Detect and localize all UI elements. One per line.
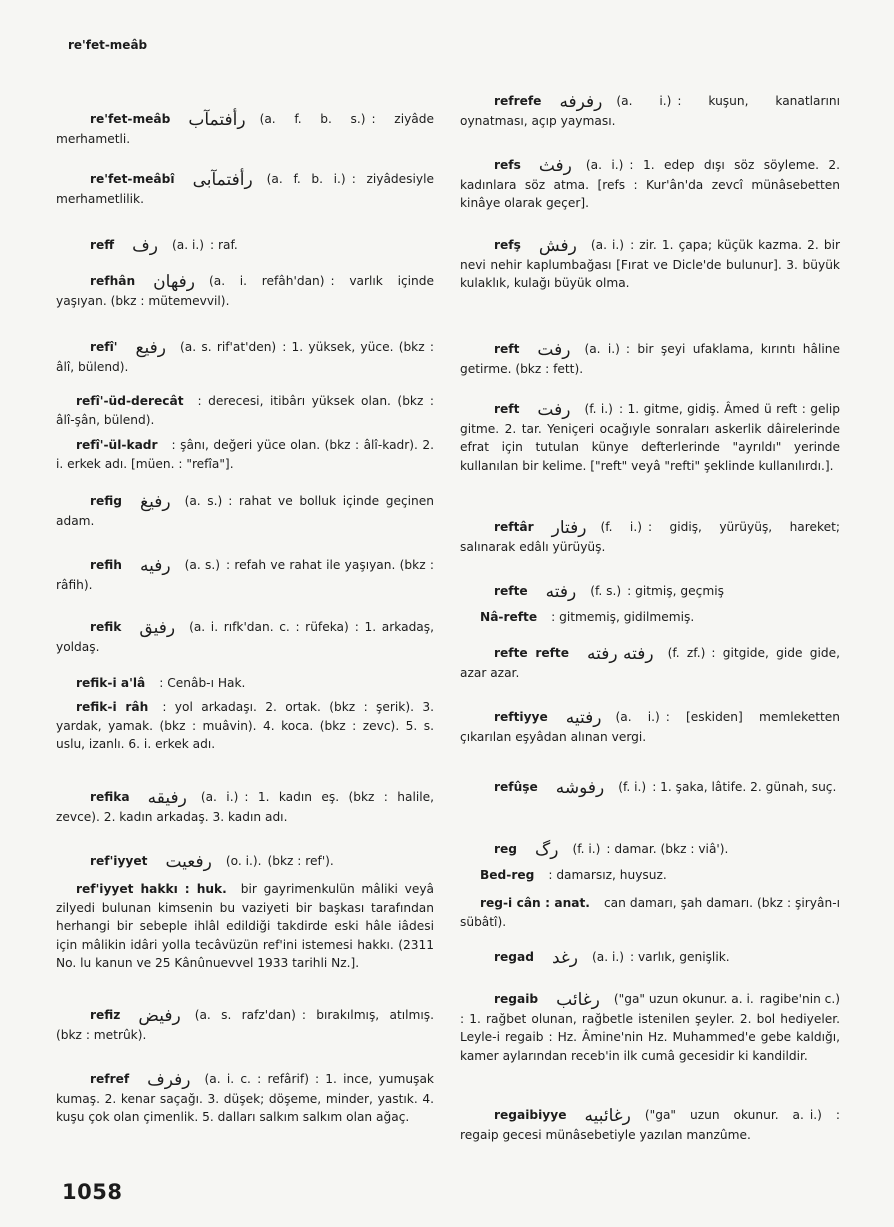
grammar-tag: (a. i.) (200, 790, 239, 804)
definition: : varlık, genişlik. (629, 950, 730, 964)
headword: reg (494, 842, 518, 856)
arabic-script: رفيغ (140, 492, 171, 512)
arabic-script: رغائبيه (584, 1106, 631, 1126)
headword: refî'-üd-derecât (76, 394, 184, 408)
definition: : damar. (bkz : viâ'). (606, 842, 729, 856)
headword: regad (494, 950, 534, 964)
headword: refika (90, 790, 130, 804)
headword: reft (494, 342, 520, 356)
headword: refik-i râh (76, 700, 149, 714)
dictionary-entry (460, 990, 840, 1065)
headword: refî'-ül-kadr (76, 438, 158, 452)
dictionary-subentry (56, 698, 434, 754)
definition: can damarı, şah damarı. (bkz : şiryân-ı sübâtî). (460, 896, 840, 929)
dictionary-entry (56, 272, 434, 310)
definition: : raf. (210, 238, 238, 252)
dictionary-subentry (56, 880, 434, 973)
grammar-tag: (a. i.) (590, 238, 625, 252)
headword: regaibiyye (494, 1108, 567, 1122)
grammar-tag: (a. i. rıfk'dan. c. : rüfeka) (189, 620, 349, 634)
grammar-tag: (a. s. rif'at'den) (180, 340, 277, 354)
running-header: re'fet-meâb (68, 38, 148, 52)
arabic-script: رفيض (138, 1006, 181, 1026)
definition: : bir şeyi ufaklama, kırıntı hâline getirme. (bkz : fett). (460, 342, 840, 376)
arabic-script: رغائب (556, 990, 600, 1010)
definition: : 1. edep dışı söz söyleme. 2. kadınlara söz atma. [refs : Kur'ân'da zevcî münâsebetten kinâye olarak geçer]. (460, 158, 840, 210)
grammar-tag: (o. i.). (225, 854, 262, 868)
grammar-tag: ("ga" uzun okunur. a. (644, 1108, 804, 1122)
grammar-tag: (f. s.) (590, 584, 622, 598)
arabic-script: رفيقه (147, 788, 187, 808)
dictionary-entry (460, 840, 840, 860)
dictionary-entry (56, 170, 434, 208)
definition: : derecesi, itibârı yüksek olan. (bkz : âlî-şân, bülend). (56, 394, 434, 427)
grammar-tag: (a. i.) (172, 238, 204, 252)
headword: ref'iyyet hakkı : huk. (76, 882, 227, 896)
headword: ref'iyyet (90, 854, 148, 868)
definition: : 1. gitme, gidiş. Âmed ü reft : gelip gitme. 2. tar. Yeniçeri ocağıyle sonraları askerlik dâirelerinde efrat için tutulan künye defterlerinde "ayrıldı" yerinde kullanılan bir kelime. ["reft" veyâ "refti" şeklinde kullanılırdı.]. (460, 402, 841, 473)
dictionary-entry (56, 556, 434, 594)
headword: refhân (90, 274, 136, 288)
dictionary-entry (56, 1070, 434, 1127)
grammar-tag: (f. i.) (618, 780, 647, 794)
dictionary-entry (56, 492, 434, 530)
grammar-tag: (a. i. refâh'dan) (209, 274, 325, 288)
grammar-tag: (a. i.) (591, 950, 624, 964)
dictionary-entry (56, 852, 434, 872)
grammar-tag: ("ga" uzun okunur. a. i. (613, 992, 754, 1006)
definition: : gitgide, gide gide, azar azar. (460, 646, 840, 680)
grammar-tag: (a. i. c. : refârif) (204, 1072, 309, 1086)
grammar-tag: (f. i.) (600, 520, 642, 534)
dictionary-entry (460, 156, 840, 213)
dictionary-entry (460, 1106, 840, 1144)
arabic-script: رفرفه (559, 92, 603, 112)
dictionary-entry (460, 92, 840, 130)
dictionary-entry (460, 778, 840, 798)
dictionary-subentry (460, 608, 840, 627)
definition: : yol arkadaşı. 2. ortak. (bkz : şerik). 3. yardak, yamak. (bkz : muâvin). 4. koca. (bkz : zevc). 5. s. uslu, izanlı. 6. i. erkek adı. (56, 700, 434, 751)
dictionary-entry (56, 338, 434, 376)
definition: : [eskiden] memleketten çıkarılan eşyâdan alınan vergi. (460, 710, 840, 744)
dictionary-entry (56, 618, 434, 656)
arabic-script: رفته (545, 582, 577, 602)
arabic-script: رفيه (140, 556, 171, 576)
headword: reftiyye (494, 710, 548, 724)
headword: reft (494, 402, 520, 416)
definition: : zir. 1. çapa; küçük kazma. 2. bir nevi nehir kaplumbağası [Fırat ve Dicle'de bulunur]. 3. büyük kulaklık, kulağı büyük olma. (460, 238, 840, 290)
headword: refik-i a'lâ (76, 676, 146, 690)
dictionary-entry (460, 400, 840, 475)
grammar-tag: (a. i.) (585, 158, 624, 172)
arabic-script: رفث (538, 156, 572, 176)
dictionary-subentry (460, 866, 840, 885)
definition: : şânı, değeri yüce olan. (bkz : âlî-kadr). 2. i. erkek adı. [müen. : "refîa"]. (56, 438, 434, 471)
headword: reff (90, 238, 115, 252)
headword: Nâ-refte (480, 610, 538, 624)
page-number: 1058 (62, 1180, 123, 1204)
headword: reftâr (494, 520, 534, 534)
grammar-tag: (f. i.) (584, 402, 613, 416)
definition: bir gayrimenkulün mâliki veyâ zilyedi bulunan kimsenin bu vaziyeti bir başkası tarafından herhangi bir sebeple ihlâl edildiği takdirde eski hâle iâdesi için mâlikin idâri yolla tecâvüzün ref'ini istemesi hakkı. (2311 No. lu kanun ve 25 Kânûnuevvel 1933 tarihli Nz.]. (56, 882, 434, 970)
grammar-tag: (a. i.) (584, 342, 620, 356)
definition: (bkz : ref'). (267, 854, 334, 868)
definition: : 1. arkadaş, yoldaş. (56, 620, 435, 654)
dictionary-entry (56, 110, 434, 148)
grammar-tag: (f. zf.) (667, 646, 706, 660)
arabic-script: رأفتمآبى (192, 170, 253, 190)
definition: : 1. yüksek, yüce. (bkz : âlî, bülend). (56, 340, 434, 374)
definition: : 1. ince, yumuşak kumaş. 2. kenar saçağı. 3. düşek; döşeme, minder, yastık. 4. kuşu çok olan çimenlik. 5. dalları salkım salkım olan ağaç. (56, 1072, 434, 1124)
dictionary-entry (460, 708, 840, 746)
grammar-tag: (a. i.) (615, 710, 660, 724)
definition: : gitmiş, geçmiş (627, 584, 724, 598)
grammar-tag: (f. i.) (572, 842, 601, 856)
dictionary-entry (460, 236, 840, 293)
definition: : damarsız, huysuz. (548, 868, 667, 882)
dictionary-entry (56, 788, 434, 826)
arabic-script: رفهان (153, 272, 195, 292)
headword: refref (90, 1072, 130, 1086)
definition: : bırakılmış, atılmış. (bkz : metrûk). (56, 1008, 434, 1042)
headword: refrefe (494, 94, 542, 108)
definition: ragibe'nin c.) : 1. rağbet olunan, rağbetle istenilen şeyler. 2. bol hediyeler. Leyle-i regaib : Hz. Âmine'nin Hz. Muhammed'e gebe kaldığı, kamer aylarından receb'in ilk cumâ gecesidir ki kandildir. (460, 992, 841, 1063)
grammar-tag: (a. f. b. i.) (266, 172, 346, 186)
grammar-tag: (a. s.) (184, 494, 223, 508)
headword: refûşe (494, 780, 538, 794)
arabic-script: رگ (535, 840, 559, 860)
arabic-script: رغد (551, 948, 578, 968)
arabic-script: رفت (537, 400, 571, 420)
headword: refte (494, 584, 528, 598)
definition: : varlık içinde yaşıyan. (bkz : mütemevvil). (56, 274, 434, 308)
definition: : Cenâb-ı Hak. (159, 676, 246, 690)
grammar-tag: (a. s.) (184, 558, 220, 572)
headword: re'fet-meâbî (90, 172, 175, 186)
arabic-script: رفعيت (165, 852, 212, 872)
arabic-script: رفتار (551, 518, 587, 538)
arabic-script: رفيع (135, 338, 167, 358)
arabic-script: رفتيه (565, 708, 602, 728)
arabic-script: رأفتمآب (188, 110, 246, 130)
arabic-script: رف (132, 236, 158, 256)
definition: : refah ve rahat ile yaşıyan. (bkz : râfih). (56, 558, 434, 592)
arabic-script: رفوشه (555, 778, 605, 798)
headword: refs (494, 158, 521, 172)
dictionary-entry (460, 340, 840, 378)
headword: refte refte (494, 646, 569, 660)
headword: Bed-reg (480, 868, 535, 882)
headword: refig (90, 494, 123, 508)
headword: re'fet-meâb (90, 112, 171, 126)
dictionary-entry (56, 236, 434, 256)
dictionary-subentry (56, 436, 434, 473)
arabic-script: رفرف (147, 1070, 191, 1090)
definition: : 1. şaka, lâtife. 2. günah, suç. (652, 780, 837, 794)
headword: refî' (90, 340, 118, 354)
grammar-tag: (a. s. rafz'dan) (194, 1008, 296, 1022)
dictionary-entry (56, 1006, 434, 1044)
headword: refş (494, 238, 521, 252)
definition: : kuşun, kanatlarını oynatması, açıp yayması. (460, 94, 840, 128)
dictionary-subentry (56, 392, 434, 429)
headword: reg-i cân : anat. (480, 896, 590, 910)
dictionary-entry (460, 518, 840, 556)
dictionary-entry (460, 582, 840, 602)
arabic-script: رفته رفته (587, 644, 654, 664)
definition: i.) : regaip gecesi münâsebetiyle yazılan manzûme. (460, 1108, 840, 1142)
grammar-tag: (a. i.) (616, 94, 672, 108)
definition: : ziyâdesiyle merhametlilik. (56, 172, 434, 206)
arabic-script: رفيق (139, 618, 176, 638)
dictionary-entry (460, 948, 840, 968)
grammar-tag: (a. f. b. s.) (259, 112, 366, 126)
arabic-script: رفش (538, 236, 577, 256)
definition: : gidiş, yürüyüş, hareket; salınarak edâlı yürüyüş. (460, 520, 841, 554)
definition: : gitmemiş, gidilmemiş. (551, 610, 695, 624)
headword: refiz (90, 1008, 121, 1022)
dictionary-subentry (460, 894, 840, 931)
definition: : ziyâde merhametli. (56, 112, 434, 146)
dictionary-subentry (56, 674, 434, 693)
definition: : 1. kadın eş. (bkz : halile, zevce). 2. kadın arkadaş. 3. kadın adı. (56, 790, 434, 824)
headword: refik (90, 620, 122, 634)
dictionary-entry (460, 644, 840, 682)
headword: regaib (494, 992, 539, 1006)
definition: : rahat ve bolluk içinde geçinen adam. (56, 494, 434, 528)
headword: refih (90, 558, 122, 572)
arabic-script: رفت (537, 340, 571, 360)
